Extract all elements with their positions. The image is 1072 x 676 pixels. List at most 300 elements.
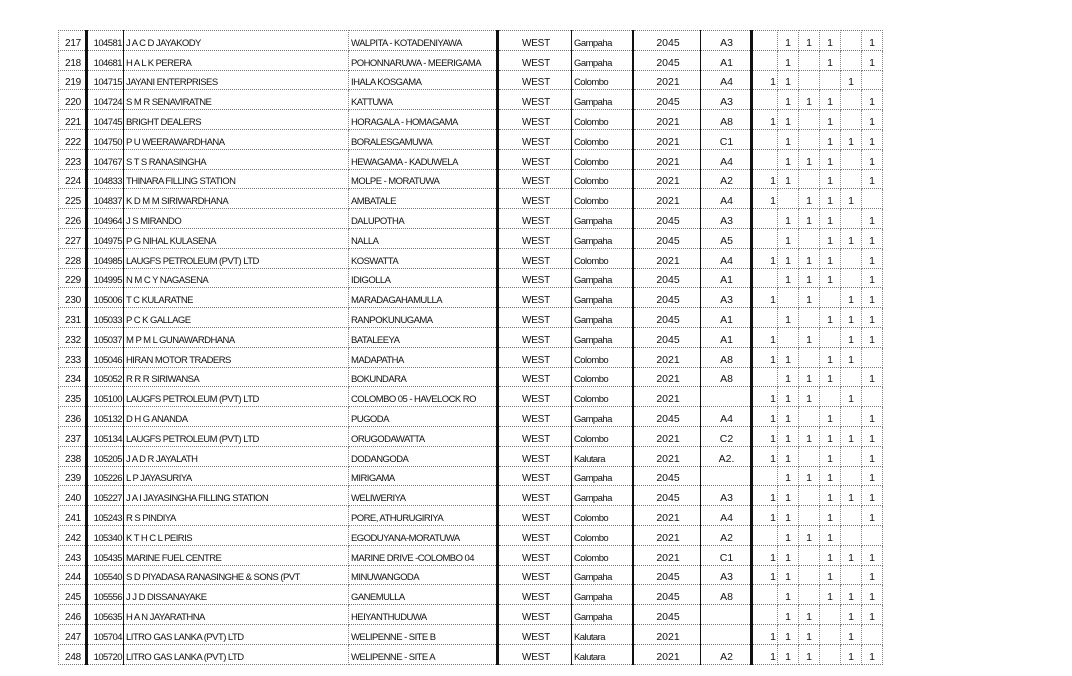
district-cell: Gampaha <box>572 407 634 427</box>
flag-4-cell: 1 <box>820 90 841 110</box>
flag-4-cell <box>820 624 841 644</box>
district-cell: Colombo <box>572 506 634 526</box>
grade-cell <box>701 605 752 625</box>
table-row <box>59 387 883 407</box>
flag-1-cell <box>752 367 778 387</box>
flag-4-cell: 1 <box>820 466 841 486</box>
region-cell: WEST <box>498 327 572 347</box>
code-cell: 2021 <box>633 149 701 169</box>
flag-1-cell <box>752 525 778 545</box>
flag-4-cell: 1 <box>820 149 841 169</box>
table-row <box>59 327 883 347</box>
grade-cell: A4 <box>701 70 752 90</box>
row-number-cell: 232 <box>59 327 87 347</box>
row-number-cell: 227 <box>59 228 87 248</box>
table-row <box>59 624 883 644</box>
code-cell: 2045 <box>633 209 701 229</box>
dealer-code-cell: 104750 <box>87 129 124 149</box>
flag-2-cell: 1 <box>778 545 799 565</box>
flag-5-cell: 1 <box>841 387 862 407</box>
table-row <box>59 288 883 308</box>
region-cell: WEST <box>498 506 572 526</box>
table-row <box>59 70 883 90</box>
district-cell: Colombo <box>572 426 634 446</box>
row-number-cell: 240 <box>59 486 87 506</box>
grade-cell: A2 <box>701 169 752 189</box>
location-cell: COLOMBO 05 - HAVELOCK RO <box>349 387 498 407</box>
district-cell: Colombo <box>572 248 634 268</box>
table-row <box>59 228 883 248</box>
flag-3-cell <box>799 585 820 605</box>
dealer-name-cell: J A D R JAYALATH <box>124 446 349 466</box>
flag-1-cell <box>752 129 778 149</box>
dealer-code-cell: 104745 <box>87 110 124 130</box>
location-cell: MIRIGAMA <box>349 466 498 486</box>
grade-cell: C2 <box>701 426 752 446</box>
code-cell: 2045 <box>633 268 701 288</box>
table-row <box>59 347 883 367</box>
flag-5-cell: 1 <box>841 605 862 625</box>
flag-4-cell: 1 <box>820 31 841 51</box>
flag-3-cell <box>799 506 820 526</box>
data-table <box>58 30 883 665</box>
flag-6-cell: 1 <box>862 367 883 387</box>
district-cell: Gampaha <box>572 308 634 328</box>
region-cell: WEST <box>498 426 572 446</box>
location-cell: HEIYANTHUDUWA <box>349 605 498 625</box>
code-cell: 2021 <box>633 189 701 209</box>
dealer-name-cell: P C K GALLAGE <box>124 308 349 328</box>
table-row <box>59 308 883 328</box>
dealer-name-cell: LITRO GAS LANKA (PVT) LTD <box>124 624 349 644</box>
table-row <box>59 110 883 130</box>
flag-4-cell <box>820 644 841 664</box>
flag-4-cell: 1 <box>820 585 841 605</box>
flag-3-cell: 1 <box>799 288 820 308</box>
dealer-code-cell: 104581 <box>87 31 124 51</box>
row-number-cell: 235 <box>59 387 87 407</box>
flag-6-cell: 1 <box>862 545 883 565</box>
code-cell: 2021 <box>633 367 701 387</box>
grade-cell: A3 <box>701 209 752 229</box>
flag-3-cell <box>799 407 820 427</box>
district-cell: Colombo <box>572 347 634 367</box>
flag-6-cell: 1 <box>862 446 883 466</box>
district-cell: Kalutara <box>572 644 634 664</box>
dealer-code-cell: 105340 <box>87 525 124 545</box>
region-cell: WEST <box>498 605 572 625</box>
code-cell: 2021 <box>633 70 701 90</box>
location-cell: PORE, ATHURUGIRIYA <box>349 506 498 526</box>
district-cell: Gampaha <box>572 327 634 347</box>
flag-5-cell <box>841 268 862 288</box>
flag-6-cell: 1 <box>862 90 883 110</box>
flag-5-cell <box>841 50 862 70</box>
flag-3-cell: 1 <box>799 248 820 268</box>
flag-4-cell: 1 <box>820 228 841 248</box>
flag-6-cell <box>862 387 883 407</box>
table-body <box>59 31 883 665</box>
district-cell: Gampaha <box>572 50 634 70</box>
flag-6-cell: 1 <box>862 605 883 625</box>
flag-3-cell: 1 <box>799 90 820 110</box>
dealer-name-cell: LAUGFS PETROLEUM (PVT) LTD <box>124 387 349 407</box>
flag-4-cell: 1 <box>820 209 841 229</box>
flag-4-cell <box>820 387 841 407</box>
flag-5-cell: 1 <box>841 189 862 209</box>
row-number-cell: 220 <box>59 90 87 110</box>
grade-cell: A1 <box>701 327 752 347</box>
code-cell: 2021 <box>633 624 701 644</box>
flag-6-cell: 1 <box>862 31 883 51</box>
dealer-name-cell: BRIGHT DEALERS <box>124 110 349 130</box>
dealer-code-cell: 104975 <box>87 228 124 248</box>
grade-cell: A4 <box>701 189 752 209</box>
dealer-code-cell: 104767 <box>87 149 124 169</box>
district-cell: Colombo <box>572 387 634 407</box>
grade-cell: A2 <box>701 644 752 664</box>
location-cell: ORUGODAWATTA <box>349 426 498 446</box>
flag-4-cell: 1 <box>820 565 841 585</box>
location-cell: WELIPENNE - SITE B <box>349 624 498 644</box>
flag-4-cell: 1 <box>820 268 841 288</box>
flag-3-cell: 1 <box>799 387 820 407</box>
row-number-cell: 241 <box>59 506 87 526</box>
flag-1-cell: 1 <box>752 288 778 308</box>
flag-4-cell: 1 <box>820 189 841 209</box>
district-cell: Colombo <box>572 525 634 545</box>
district-cell: Gampaha <box>572 31 634 51</box>
location-cell: DODANGODA <box>349 446 498 466</box>
flag-3-cell <box>799 129 820 149</box>
flag-4-cell: 1 <box>820 525 841 545</box>
flag-2-cell: 1 <box>778 347 799 367</box>
location-cell: AMBATALE <box>349 189 498 209</box>
code-cell: 2045 <box>633 327 701 347</box>
code-cell: 2045 <box>633 605 701 625</box>
district-cell: Gampaha <box>572 268 634 288</box>
district-cell: Colombo <box>572 70 634 90</box>
flag-5-cell <box>841 209 862 229</box>
flag-6-cell <box>862 525 883 545</box>
region-cell: WEST <box>498 585 572 605</box>
flag-2-cell: 1 <box>778 308 799 328</box>
flag-1-cell: 1 <box>752 248 778 268</box>
flag-3-cell: 1 <box>799 149 820 169</box>
flag-4-cell: 1 <box>820 407 841 427</box>
grade-cell: A2. <box>701 446 752 466</box>
grade-cell: A1 <box>701 308 752 328</box>
dealer-name-cell: J A C D JAYAKODY <box>124 31 349 51</box>
code-cell: 2045 <box>633 50 701 70</box>
dealer-name-cell: T C KULARATNE <box>124 288 349 308</box>
flag-1-cell <box>752 228 778 248</box>
flag-5-cell <box>841 169 862 189</box>
flag-4-cell: 1 <box>820 248 841 268</box>
flag-2-cell <box>778 288 799 308</box>
code-cell: 2045 <box>633 31 701 51</box>
flag-2-cell: 1 <box>778 565 799 585</box>
dealer-name-cell: S T S RANASINGHA <box>124 149 349 169</box>
flag-2-cell: 1 <box>778 70 799 90</box>
location-cell: BATALEEYA <box>349 327 498 347</box>
district-cell: Kalutara <box>572 624 634 644</box>
flag-2-cell: 1 <box>778 387 799 407</box>
dealer-code-cell: 105134 <box>87 426 124 446</box>
flag-1-cell: 1 <box>752 387 778 407</box>
region-cell: WEST <box>498 228 572 248</box>
flag-1-cell: 1 <box>752 110 778 130</box>
code-cell: 2045 <box>633 585 701 605</box>
table-row <box>59 248 883 268</box>
flag-2-cell: 1 <box>778 110 799 130</box>
grade-cell: A3 <box>701 486 752 506</box>
grade-cell: C1 <box>701 129 752 149</box>
table-row <box>59 506 883 526</box>
code-cell: 2021 <box>633 248 701 268</box>
code-cell: 2021 <box>633 347 701 367</box>
dealer-name-cell: LAUGFS PETROLEUM (PVT) LTD <box>124 248 349 268</box>
flag-3-cell: 1 <box>799 367 820 387</box>
grade-cell: A4 <box>701 248 752 268</box>
flag-4-cell: 1 <box>820 545 841 565</box>
code-cell: 2045 <box>633 565 701 585</box>
flag-1-cell: 1 <box>752 486 778 506</box>
table-row <box>59 367 883 387</box>
flag-1-cell: 1 <box>752 189 778 209</box>
flag-2-cell: 1 <box>778 248 799 268</box>
flag-2-cell: 1 <box>778 644 799 664</box>
flag-4-cell: 1 <box>820 308 841 328</box>
dealer-code-cell: 104985 <box>87 248 124 268</box>
table-row <box>59 605 883 625</box>
region-cell: WEST <box>498 367 572 387</box>
dealer-name-cell: JAYANI ENTERPRISES <box>124 70 349 90</box>
grade-cell: A8 <box>701 367 752 387</box>
flag-3-cell: 1 <box>799 189 820 209</box>
dealer-code-cell: 104681 <box>87 50 124 70</box>
flag-3-cell <box>799 347 820 367</box>
location-cell: WELIWERIYA <box>349 486 498 506</box>
flag-5-cell <box>841 565 862 585</box>
code-cell: 2021 <box>633 110 701 130</box>
table-row <box>59 644 883 664</box>
flag-5-cell <box>841 110 862 130</box>
region-cell: WEST <box>498 110 572 130</box>
row-number-cell: 242 <box>59 525 87 545</box>
table-row <box>59 90 883 110</box>
code-cell: 2021 <box>633 446 701 466</box>
dealer-name-cell: LITRO GAS LANKA (PVT) LTD <box>124 644 349 664</box>
flag-1-cell <box>752 585 778 605</box>
dealer-name-cell: J S MIRANDO <box>124 209 349 229</box>
district-cell: Gampaha <box>572 288 634 308</box>
table-row <box>59 50 883 70</box>
district-cell: Kalutara <box>572 446 634 466</box>
row-number-cell: 246 <box>59 605 87 625</box>
flag-3-cell: 1 <box>799 525 820 545</box>
flag-5-cell: 1 <box>841 327 862 347</box>
location-cell: PUGODA <box>349 407 498 427</box>
flag-1-cell <box>752 209 778 229</box>
dealer-name-cell: S M R SENAVIRATNE <box>124 90 349 110</box>
dealer-name-cell: H A N JAYARATHNA <box>124 605 349 625</box>
flag-4-cell <box>820 70 841 90</box>
flag-5-cell: 1 <box>841 585 862 605</box>
row-number-cell: 222 <box>59 129 87 149</box>
district-cell: Gampaha <box>572 486 634 506</box>
flag-2-cell: 1 <box>778 228 799 248</box>
region-cell: WEST <box>498 209 572 229</box>
flag-2-cell <box>778 327 799 347</box>
code-cell: 2021 <box>633 644 701 664</box>
region-cell: WEST <box>498 387 572 407</box>
flag-2-cell: 1 <box>778 129 799 149</box>
flag-6-cell: 1 <box>862 426 883 446</box>
flag-5-cell <box>841 90 862 110</box>
flag-1-cell: 1 <box>752 70 778 90</box>
dealer-code-cell: 104964 <box>87 209 124 229</box>
dealer-code-cell: 105205 <box>87 446 124 466</box>
flag-3-cell: 1 <box>799 31 820 51</box>
region-cell: WEST <box>498 70 572 90</box>
flag-3-cell <box>799 110 820 130</box>
flag-4-cell: 1 <box>820 169 841 189</box>
dealer-code-cell: 105435 <box>87 545 124 565</box>
flag-3-cell: 1 <box>799 209 820 229</box>
flag-5-cell <box>841 248 862 268</box>
flag-6-cell: 1 <box>862 308 883 328</box>
dealer-code-cell: 105132 <box>87 407 124 427</box>
flag-2-cell: 1 <box>778 446 799 466</box>
flag-2-cell: 1 <box>778 149 799 169</box>
flag-2-cell: 1 <box>778 50 799 70</box>
location-cell: MADAPATHA <box>349 347 498 367</box>
flag-2-cell <box>778 189 799 209</box>
dealer-code-cell: 105052 <box>87 367 124 387</box>
dealer-name-cell: P G NIHAL KULASENA <box>124 228 349 248</box>
row-number-cell: 236 <box>59 407 87 427</box>
location-cell: MARINE DRIVE -COLOMBO 04 <box>349 545 498 565</box>
flag-3-cell <box>799 70 820 90</box>
region-cell: WEST <box>498 50 572 70</box>
grade-cell <box>701 624 752 644</box>
flag-2-cell: 1 <box>778 486 799 506</box>
dealer-code-cell: 104724 <box>87 90 124 110</box>
dealer-code-cell: 105046 <box>87 347 124 367</box>
flag-3-cell <box>799 228 820 248</box>
flag-6-cell <box>862 624 883 644</box>
location-cell: WALPITA - KOTADENIYAWA <box>349 31 498 51</box>
flag-4-cell: 1 <box>820 367 841 387</box>
flag-1-cell: 1 <box>752 347 778 367</box>
region-cell: WEST <box>498 545 572 565</box>
dealer-code-cell: 105704 <box>87 624 124 644</box>
flag-4-cell: 1 <box>820 446 841 466</box>
district-cell: Colombo <box>572 169 634 189</box>
dealer-code-cell: 105033 <box>87 308 124 328</box>
region-cell: WEST <box>498 466 572 486</box>
flag-6-cell: 1 <box>862 248 883 268</box>
table-row <box>59 189 883 209</box>
district-cell: Colombo <box>572 110 634 130</box>
region-cell: WEST <box>498 268 572 288</box>
row-number-cell: 233 <box>59 347 87 367</box>
dealer-name-cell: R R R SIRIWANSA <box>124 367 349 387</box>
district-cell: Colombo <box>572 545 634 565</box>
flag-4-cell: 1 <box>820 486 841 506</box>
flag-5-cell: 1 <box>841 228 862 248</box>
flag-6-cell: 1 <box>862 585 883 605</box>
flag-6-cell: 1 <box>862 327 883 347</box>
table-row <box>59 129 883 149</box>
table-row <box>59 565 883 585</box>
flag-5-cell: 1 <box>841 308 862 328</box>
row-number-cell: 244 <box>59 565 87 585</box>
flag-3-cell: 1 <box>799 426 820 446</box>
flag-4-cell: 1 <box>820 347 841 367</box>
flag-4-cell: 1 <box>820 426 841 446</box>
region-cell: WEST <box>498 189 572 209</box>
flag-5-cell <box>841 31 862 51</box>
flag-2-cell: 1 <box>778 169 799 189</box>
flag-5-cell: 1 <box>841 70 862 90</box>
row-number-cell: 229 <box>59 268 87 288</box>
flag-1-cell: 1 <box>752 624 778 644</box>
flag-3-cell: 1 <box>799 268 820 288</box>
row-number-cell: 234 <box>59 367 87 387</box>
flag-5-cell <box>841 506 862 526</box>
grade-cell: A4 <box>701 506 752 526</box>
row-number-cell: 226 <box>59 209 87 229</box>
district-cell: Colombo <box>572 129 634 149</box>
dealer-code-cell: 105227 <box>87 486 124 506</box>
code-cell: 2021 <box>633 129 701 149</box>
dealer-name-cell: P U WEERAWARDHANA <box>124 129 349 149</box>
region-cell: WEST <box>498 169 572 189</box>
row-number-cell: 224 <box>59 169 87 189</box>
flag-5-cell: 1 <box>841 644 862 664</box>
grade-cell: A3 <box>701 90 752 110</box>
region-cell: WEST <box>498 407 572 427</box>
row-number-cell: 245 <box>59 585 87 605</box>
flag-1-cell: 1 <box>752 644 778 664</box>
flag-3-cell <box>799 50 820 70</box>
region-cell: WEST <box>498 288 572 308</box>
dealer-name-cell: L P JAYASURIYA <box>124 466 349 486</box>
location-cell: BOKUNDARA <box>349 367 498 387</box>
location-cell: POHONNARUWA - MEERIGAMA <box>349 50 498 70</box>
flag-5-cell <box>841 407 862 427</box>
flag-4-cell: 1 <box>820 129 841 149</box>
flag-3-cell <box>799 545 820 565</box>
region-cell: WEST <box>498 525 572 545</box>
grade-cell: A2 <box>701 525 752 545</box>
dealer-code-cell: 105243 <box>87 506 124 526</box>
grade-cell: A8 <box>701 347 752 367</box>
grade-cell: A4 <box>701 407 752 427</box>
flag-5-cell <box>841 149 862 169</box>
region-cell: WEST <box>498 565 572 585</box>
grade-cell: A4 <box>701 149 752 169</box>
flag-3-cell: 1 <box>799 466 820 486</box>
district-cell: Gampaha <box>572 228 634 248</box>
flag-1-cell <box>752 466 778 486</box>
flag-5-cell: 1 <box>841 426 862 446</box>
flag-1-cell <box>752 31 778 51</box>
flag-6-cell: 1 <box>862 110 883 130</box>
flag-5-cell: 1 <box>841 129 862 149</box>
